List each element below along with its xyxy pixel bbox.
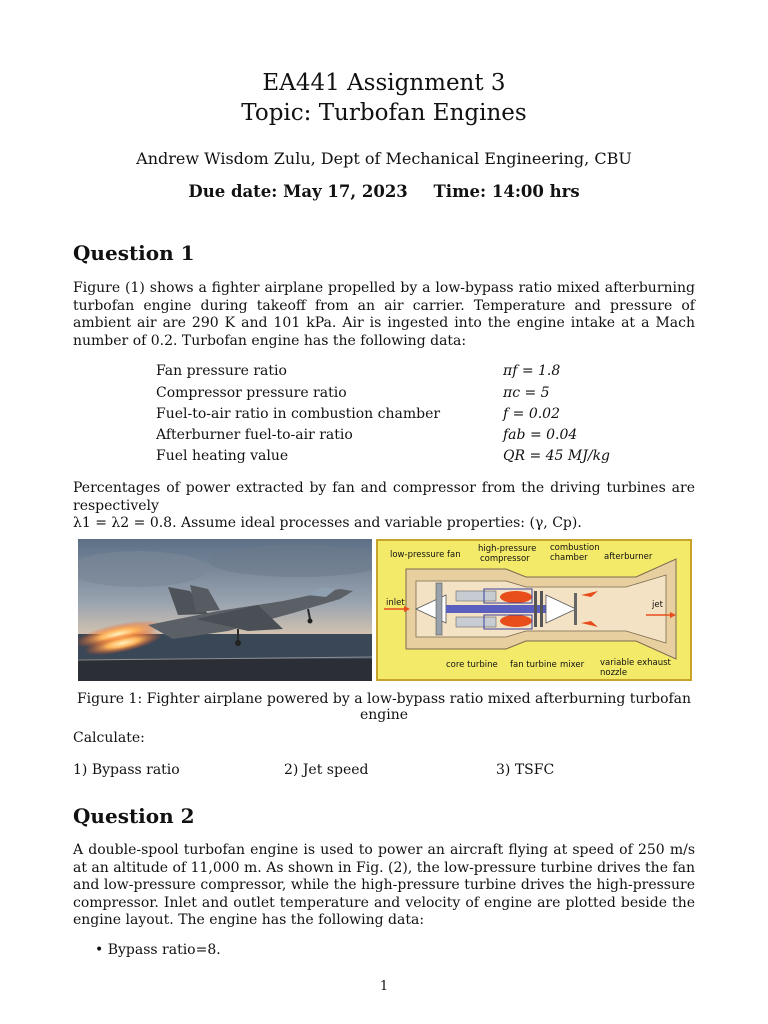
question-1-intro-text: Figure (1) shows a fighter airplane propelled by a low-bypass ratio mixed afterburning turbofan engine during takeoff from an air carrier. Temperature and pressure of ambient air are 290 K and 101 kPa. Air is ingested into the engine intake at a Mach number of 0.2. Turbofan engine has the following data:: [73, 280, 695, 349]
assumptions-line-2: λ1 = λ2 = 0.8. Assume ideal processes and variable properties: (γ, Cp).: [73, 515, 582, 531]
turbofan-schematic: [376, 539, 692, 681]
calc-item: 2) Jet speed: [284, 762, 369, 778]
data-row: [156, 448, 616, 469]
data-row: [156, 363, 616, 384]
title-line-2: Topic: Turbofan Engines: [241, 100, 527, 126]
label-comb-2: chamber: [550, 553, 588, 563]
data-value: QR = 45 MJ/kg: [503, 448, 611, 464]
calculate-label: Calculate:: [73, 730, 145, 746]
data-row: [156, 385, 616, 406]
figure-1-caption: Figure 1: Fighter airplane powered by a low-bypass ratio mixed afterburning turbofan engine: [76, 691, 692, 723]
data-label: Fuel heating value: [156, 448, 289, 464]
question-2-intro-text: A double-spool turbofan engine is used to power an aircraft flying at speed of 250 m/s at an altitude of 11,000 m. As shown in Fig. (2), the low-pressure turbine drives the fan and low-pressure compressor, while the high-pressure turbine drives the high-pressure compressor. Inlet and outlet temperature and velocity of engine are plotted beside the engine layout. The engine has the following data:: [73, 842, 695, 928]
author-line: Andrew Wisdom Zulu, Dept of Mechanical Engineering, CBU: [136, 149, 632, 168]
data-label: Afterburner fuel-to-air ratio: [156, 427, 353, 443]
label-inlet: inlet: [386, 598, 405, 608]
label-nozzle-1: variable exhaust: [600, 658, 671, 668]
question-1-assumptions: [73, 480, 695, 533]
data-value: πc = 5: [503, 385, 550, 401]
bullet-text: Bypass ratio=8.: [107, 942, 221, 958]
data-value: fab = 0.04: [503, 427, 578, 443]
data-row: [156, 406, 616, 427]
label-hp-comp-2: compressor: [480, 554, 530, 564]
label-lp-fan: low-pressure fan: [390, 550, 461, 560]
data-value: f = 0.02: [503, 406, 560, 422]
fighter-jet-photo: [78, 539, 372, 681]
title-line-1: EA441 Assignment 3: [262, 70, 506, 96]
data-label: Fuel-to-air ratio in combustion chamber: [156, 406, 441, 422]
due-time: Time: 14:00 hrs: [433, 182, 580, 201]
label-mixer: mixer: [560, 660, 585, 670]
bullet-icon: •: [95, 942, 108, 958]
label-hp-comp-1: high-pressure: [478, 544, 537, 554]
label-fan-turbine: fan turbine: [510, 660, 557, 670]
page-number: 1: [379, 979, 389, 994]
assumptions-line-1: Percentages of power extracted by fan and compressor from the driving turbines are respectively: [73, 480, 695, 514]
calc-item: 1) Bypass ratio: [73, 762, 180, 778]
question-1-intro: [73, 280, 695, 350]
document-title: [0, 68, 768, 128]
due-date: Due date: May 17, 2023: [188, 182, 408, 201]
question-2-intro: [73, 842, 695, 930]
label-core-turbine: core turbine: [446, 660, 498, 670]
label-comb-1: combustion: [550, 543, 600, 553]
bullet-list-item: [95, 942, 221, 958]
label-afterburner: afterburner: [604, 552, 653, 562]
calc-item: 3) TSFC: [496, 762, 555, 778]
question-1-heading: Question 1: [73, 241, 195, 265]
due-line: [0, 182, 768, 201]
data-value: πf = 1.8: [503, 363, 561, 379]
label-jet: jet: [652, 600, 663, 610]
label-nozzle-2: nozzle: [600, 668, 628, 678]
question-2-heading: Question 2: [73, 804, 195, 828]
data-row: [156, 427, 616, 448]
data-label: Fan pressure ratio: [156, 363, 287, 379]
data-label: Compressor pressure ratio: [156, 385, 347, 401]
